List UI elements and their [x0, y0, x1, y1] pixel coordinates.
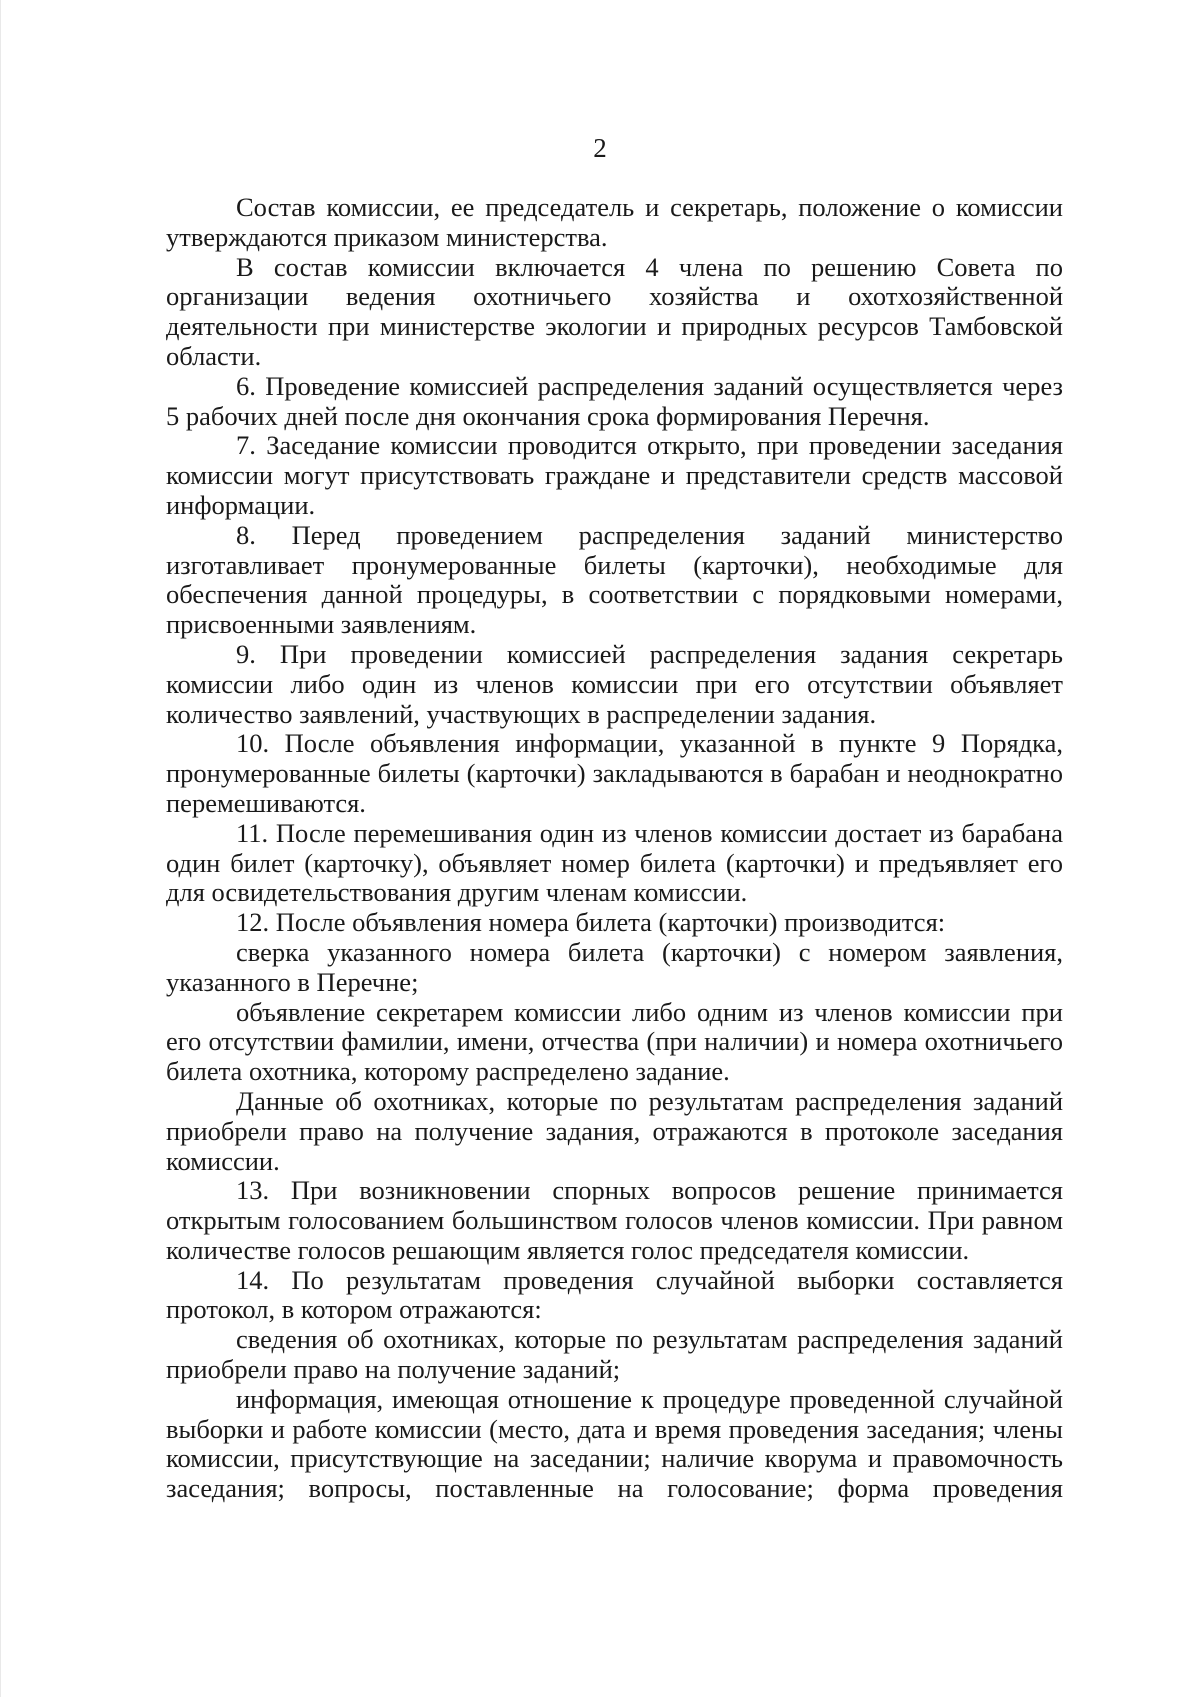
paragraph-item-14-info: информация, имеющая отношение к процедуре проведенной случайной выборки и работе комиссии (место, дата и время проведения заседания; члены комиссии, присутствующие на заседании; наличие кворума и правомочность заседания; вопросы, поставленные на голосование; форма проведения: [166, 1383, 1063, 1504]
paragraph-item-12: 12. После объявления номера билета (карточки) производится:: [236, 907, 946, 938]
paragraph-item-12-check: сверка указанного номера билета (карточки) с номером заявления, указанного в Перечне;: [166, 936, 1063, 997]
paragraph-item-12-announce: объявление секретарем комиссии либо одним из членов комиссии при его отсутствии фамилии, имени, отчества (при наличии) и номера охотничьего билета охотника, которому распределено задание.: [166, 996, 1063, 1087]
paragraph-hunter-data: Данные об охотниках, которые по результатам распределения заданий приобрели право на получение задания, отражаются в протоколе заседания комиссии.: [166, 1085, 1063, 1176]
scan-edge-line: [0, 0, 1, 1697]
document-body: [166, 193, 1063, 1504]
paragraph-item-8: 8. Перед проведением распределения заданий министерство изготавливает пронумерованные билеты (карточки), необходимые для обеспечения данной процедуры, в соответствии с порядковыми номерами, присвоенными заявлениям.: [166, 519, 1063, 640]
paragraph-item-14: 14. По результатам проведения случайной выборки составляется протокол, в котором отражаются:: [166, 1264, 1063, 1325]
paragraph-item-6: 6. Проведение комиссией распределения заданий осуществляется через 5 рабочих дней после дня окончания срока формирования Перечня.: [166, 370, 1063, 431]
paragraph-item-14-hunters: сведения об охотниках, которые по результатам распределения заданий приобрели право на получение заданий;: [166, 1324, 1063, 1385]
paragraph-commission-composition: Состав комиссии, ее председатель и секретарь, положение о комиссии утверждаются приказом министерства.: [166, 192, 1063, 252]
paragraph-commission-members: В состав комиссии включается 4 члена по решению Совета по организации ведения охотничьего хозяйства и охотхозяйственной деятельности при министерстве экологии и природных ресурсов Тамбовской области.: [166, 251, 1063, 371]
paragraph-item-10: 10. После объявления информации, указанной в пункте 9 Порядка, пронумерованные билеты (карточки) закладываются в барабан и неоднократно перемешиваются.: [166, 728, 1063, 818]
paragraph-item-9: 9. При проведении комиссией распределения задания секретарь комиссии либо один из членов комиссии при его отсутствии объявляет количество заявлений, участвующих в распределении задания.: [166, 638, 1063, 729]
paragraph-item-7: 7. Заседание комиссии проводится открыто, при проведении заседания комиссии могут присутствовать граждане и представители средств массовой информации.: [166, 430, 1063, 520]
paragraph-item-13: 13. При возникновении спорных вопросов решение принимается открытым голосованием большинством голосов членов комиссии. При равном количестве голосов решающим является голос председателя комиссии.: [166, 1175, 1063, 1265]
paragraph-item-11: 11. После перемешивания один из членов комиссии достает из барабана один билет (карточку), объявляет номер билета (карточки) и предъявляет его для освидетельствования другим членам комиссии.: [166, 817, 1063, 908]
page-number: 2: [593, 133, 607, 163]
